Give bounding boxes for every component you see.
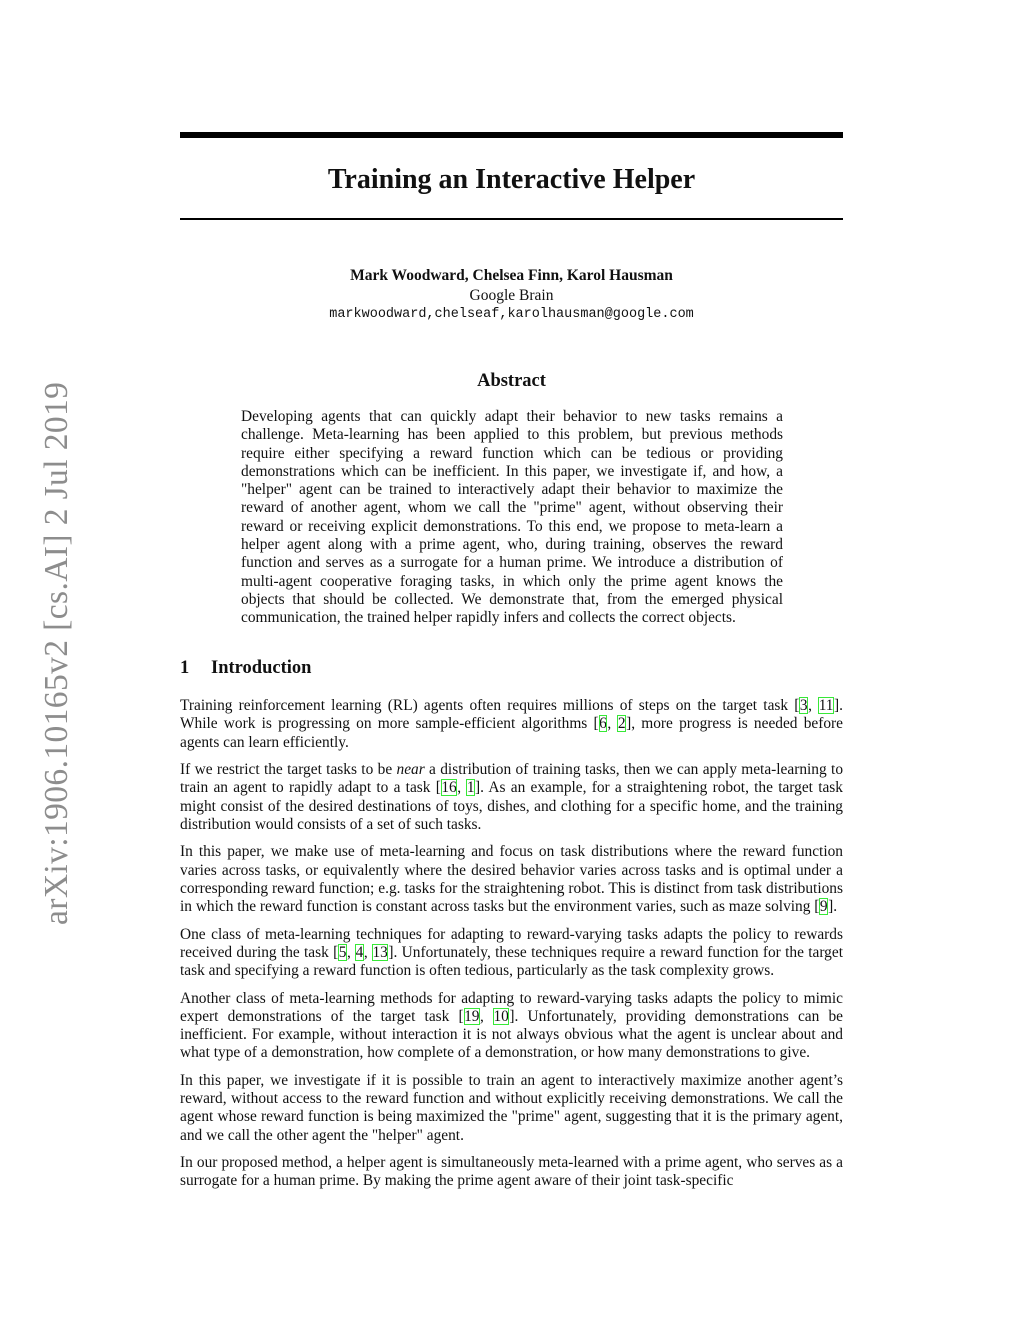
abstract-heading: Abstract	[477, 371, 546, 391]
abstract-text: Developing agents that can quickly adapt their behavior to new tasks remains a challenge. Meta-learning has been applied to this problem, but previous methods require either specifying a reward function which can be tedious or providing demonstrations which can be inefficient. In this paper, we investigate if, and how, a "helper" agent can be trained to interactively adapt their behavior to maximize the reward of another agent, whom we call the "prime" agent, without observing their reward or receiving explicit demonstrations. To this end, we propose to meta-learn a helper agent along with a prime agent, who, during training, observes the reward function and serves as a surrogate for a human prime. We introduce a distribution of multi-agent cooperative foraging tasks, in which only the prime agent knows the objects that should be collected. We demonstrate that, from the emerged physical communication, the trained helper rapidly infers and collects the correct objects.	[241, 408, 783, 627]
section-title: Introduction	[211, 658, 312, 678]
author-list: Mark Woodward, Chelsea Finn, Karol Hausman	[350, 267, 673, 284]
citation-link[interactable]: 13	[372, 943, 388, 961]
intro-paragraph-3	[180, 843, 843, 916]
section-heading-introduction	[180, 656, 311, 680]
intro-paragraph-7: In our proposed method, a helper agent is simultaneously meta-learned with a prime agent, who serves as a surrogate for a human prime. By making the prime agent aware of their joint task-specific	[180, 1154, 843, 1190]
citation-link[interactable]: 5	[338, 943, 347, 961]
arxiv-identifier-stamp: arXiv:1906.10165v2 [cs.AI] 2 Jul 2019	[38, 381, 75, 925]
citation-link[interactable]: 11	[818, 697, 834, 714]
citation-link[interactable]: 9	[819, 898, 828, 916]
introduction-body	[180, 697, 843, 1200]
title-top-rule	[180, 132, 843, 138]
intro-paragraph-1	[180, 697, 843, 752]
citation-separator: ,	[480, 1007, 493, 1025]
paragraph-text: ], more progress is needed before agents can learn efficiently.	[180, 715, 843, 751]
intro-paragraph-6: In this paper, we investigate if it is possible to train an agent to interactively maximize another agent’s reward, without access to the reward function and without explicitly receiving demonstrations. We call the agent whose reward function is being maximized the "prime" agent, suggesting that it is the primary agent, and we call the other agent the "helper" agent.	[180, 1071, 843, 1144]
citation-separator: ,	[607, 715, 618, 733]
paragraph-text: In this paper, we make use of meta-learning and focus on task distributions where the reward function varies across tasks, or equivalently where the desired behavior varies across tasks and is optimal under a corresponding reward function; e.g. tasks for the straightening robot. This is distinct from task distributions in which the reward function is constant across tasks but the environment varies, such as maze solving [	[180, 843, 843, 916]
author-emails[interactable]: markwoodward,chelseaf,karolhausman@google.com	[329, 307, 694, 322]
intro-paragraph-4	[180, 926, 843, 981]
citation-separator: ,	[346, 943, 356, 961]
paragraph-text: ]. Unfortunately, providing demonstrations can be inefficient. For example, without interaction it is not always obvious what the agent is unclear about and what type of a demonstration, how complete of a demonstration, or how many demonstrations to give.	[180, 1007, 843, 1062]
paragraph-text: Training reinforcement learning (RL) agents often requires millions of steps on the target task [	[180, 697, 800, 714]
citation-separator: ,	[363, 943, 372, 961]
paragraph-text: Another class of meta-learning methods for adapting to reward-varying tasks adapts the policy to mimic expert demonstrations of the target task [	[180, 989, 843, 1025]
citation-link[interactable]: 3	[799, 697, 808, 714]
citation-link[interactable]: 19	[464, 1007, 480, 1025]
paragraph-text: One class of meta-learning techniques for adapting to reward-varying tasks adapts the policy to rewards received during the task [	[180, 925, 843, 961]
title-bottom-rule	[180, 218, 843, 220]
citation-link[interactable]: 2	[617, 715, 626, 733]
citation-link[interactable]: 6	[599, 715, 607, 733]
paragraph-text: ]. While work is progressing on more sample-efficient algorithms [	[180, 697, 843, 733]
intro-paragraph-5	[180, 990, 843, 1063]
emphasized-word: near	[396, 760, 425, 778]
paragraph-text: ].	[828, 898, 838, 916]
citation-link[interactable]: 1	[466, 779, 475, 797]
author-affiliation: Google Brain	[469, 287, 554, 304]
citation-separator: ,	[457, 779, 467, 797]
paragraph-text: a distribution of training tasks, then we can apply meta-learning to train an agent to rapidly adapt to a task [	[180, 760, 844, 797]
citation-link[interactable]: 10	[493, 1007, 509, 1025]
paper-title: Training an Interactive Helper	[327, 164, 696, 195]
citation-separator: ,	[808, 697, 819, 714]
paragraph-text: If we restrict the target tasks to be	[180, 760, 397, 778]
citation-link[interactable]: 16	[441, 779, 457, 797]
paragraph-text: ]. Unfortunately, these techniques require a reward function for the target task and specifying a reward function is often tedious, particularly as the task complexity grows.	[180, 943, 843, 980]
paragraph-text: ]. As an example, for a straightening robot, the target task might consist of the desired destinations of toys, dishes, and clothing for a specific home, and the training distribution would consists of a set of such tasks.	[180, 779, 843, 833]
section-number: 1	[180, 658, 190, 678]
citation-link[interactable]: 4	[355, 943, 364, 961]
intro-paragraph-2	[180, 761, 843, 834]
